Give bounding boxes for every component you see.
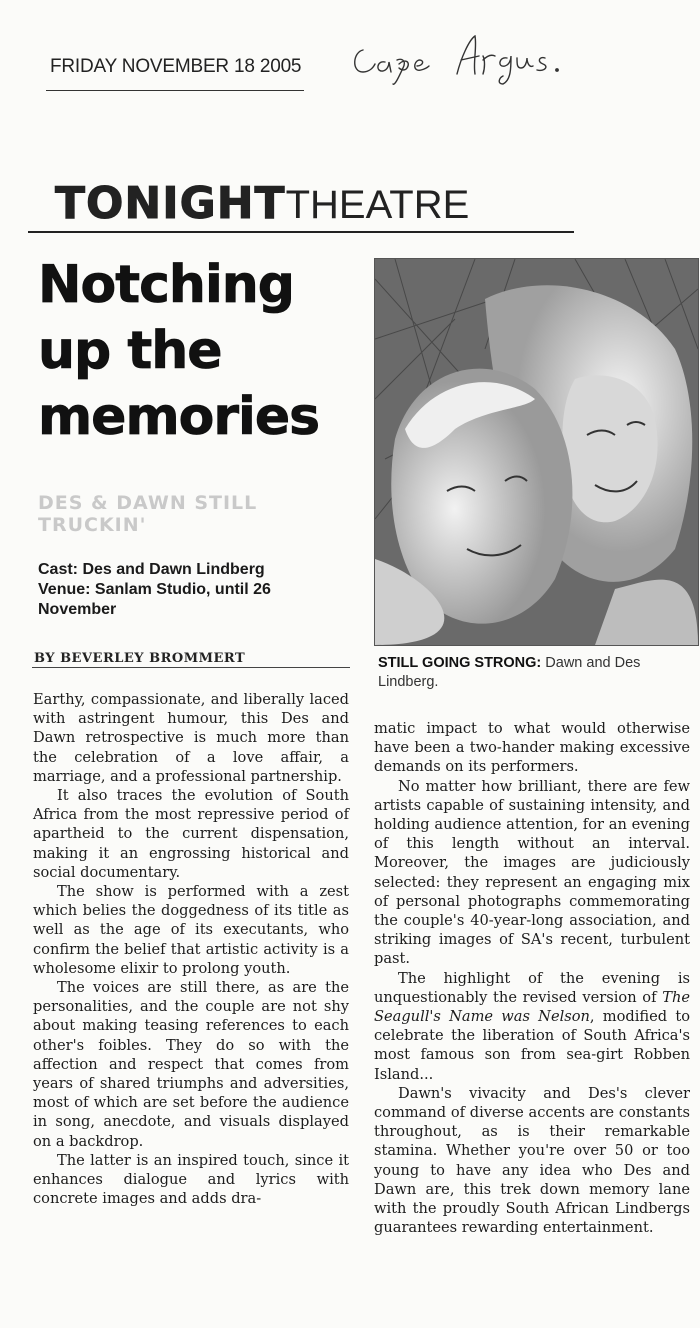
paragraph: Dawn's vivacity and Des's clever command of diverse accents are constants throughout, as is their remarkable stamina. Whether you're over 50 or too young to have any idea who Des and Dawn are, this trek down memory lane with the proudly South African Lindbergs guarantees rewarding entertainment. bbox=[374, 1084, 690, 1237]
byline-rule bbox=[32, 667, 350, 668]
paragraph-text: The highlight of the evening is unquestionably the revised version of bbox=[374, 969, 690, 1006]
show-info bbox=[38, 560, 348, 620]
paragraph: No matter how brilliant, there are few artists capable of sustaining intensity, and holding audience attention, for an evening of this length without an interval. Moreover, the images are judiciously selected: they represent an engaging mix of personal photographs commemorating the couple's 40-year-long association, and striking images of SA's recent, turbulent past. bbox=[374, 777, 690, 968]
body-column-1 bbox=[33, 690, 349, 1208]
photo-image bbox=[375, 259, 698, 645]
paragraph: The voices are still there, as are the personalities, and the couple are not shy about making teasing references to each other's foibles. They do so with the affection and respect that comes from years of shared triumphs and adversities, most of which are set before the audience in song, anecdote, and visuals displayed on a backdrop. bbox=[33, 979, 349, 1150]
headline-line: Notching bbox=[38, 255, 295, 315]
paragraph bbox=[374, 969, 690, 1084]
section-rule bbox=[28, 231, 574, 233]
article-photo bbox=[374, 258, 699, 646]
section-heading-bold: TONIGHT bbox=[55, 178, 286, 229]
paragraph-text: , modified to celebrate the liberation of South Africa's most famous son from sea-girt Robben Island... bbox=[374, 1008, 690, 1083]
byline: BY BEVERLEY BROMMERT bbox=[34, 651, 246, 666]
paragraph: matic impact to what would otherwise have been a two-hander making excessive demands on its performers. bbox=[374, 720, 690, 776]
photo-caption bbox=[378, 654, 694, 692]
kicker-line: DES & DAWN STILL bbox=[38, 492, 258, 514]
paragraph: The latter is an inspired touch, since it enhances dialogue and lyrics with concrete images and adds dra- bbox=[33, 1151, 349, 1208]
kicker bbox=[38, 492, 328, 536]
handwritten-note bbox=[345, 28, 575, 88]
kicker-line: TRUCKIN' bbox=[38, 514, 147, 536]
section-heading bbox=[55, 178, 469, 229]
section-heading-light: THEATRE bbox=[285, 183, 470, 227]
paragraph: The show is performed with a zest which belies the doggedness of its title as well as the age of its executants, who confirm the belief that artistic activity is a wholesome elixir to prolong youth. bbox=[33, 883, 349, 977]
dateline-rule bbox=[46, 90, 304, 91]
paragraph: It also traces the evolution of South Africa from the most repressive period of apartheid to the current dispensation, making it an engrossing historical and social documentary. bbox=[33, 787, 349, 881]
headline-line: memories bbox=[38, 387, 320, 447]
show-title: The Seagull's Name was Nelson bbox=[374, 988, 690, 1026]
cast-line: Cast: Des and Dawn Lindberg bbox=[38, 561, 265, 578]
headline bbox=[38, 252, 368, 450]
caption-text: Dawn and Des Lindberg. bbox=[378, 655, 641, 690]
dateline: FRIDAY NOVEMBER 18 2005 bbox=[50, 56, 302, 77]
headline-line: up the bbox=[38, 321, 222, 381]
venue-line: November bbox=[38, 601, 117, 618]
venue-line: Venue: Sanlam Studio, until 26 bbox=[38, 581, 271, 598]
paragraph: Earthy, compassionate, and liberally laced with astringent humour, this Des and Dawn retrospective is much more than the celebration of a love affair, a marriage, and a professional partnership. bbox=[33, 691, 349, 785]
body-column-2 bbox=[374, 719, 690, 1237]
caption-label: STILL GOING STRONG: bbox=[378, 655, 542, 671]
